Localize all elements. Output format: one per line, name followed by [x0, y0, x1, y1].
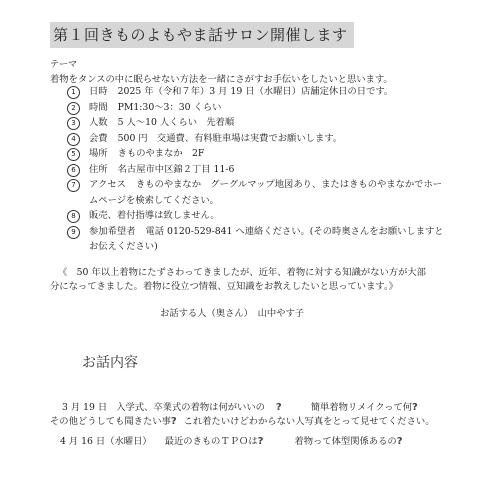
circled-number: 8	[67, 210, 80, 223]
circled-number: 7	[67, 179, 80, 192]
item-value: 5 人～10 人くらい 先着順	[117, 117, 235, 128]
circled-number: 5	[67, 148, 80, 161]
list-item	[67, 208, 447, 224]
item-label: 住所	[89, 163, 108, 175]
schedule-row	[50, 401, 450, 415]
circled-number: 3	[67, 117, 80, 130]
page-title: 第１回きものよもやま話サロン開催します	[50, 22, 354, 48]
schedule-topic: 簡単着物リメイクって何	[310, 402, 413, 413]
list-item	[67, 100, 447, 116]
schedule-topic: その他どうしても聞きたい事	[50, 416, 171, 427]
item-label: 場所	[89, 148, 108, 159]
circled-number: 2	[67, 102, 80, 115]
item-value: 2025 年（令和７年）3 月 19 日（水曜日）店舗定休日の日です。	[117, 86, 394, 97]
list-item	[67, 131, 447, 147]
speaker-signature: お話する人（奥さん） 山中やす子	[160, 308, 305, 319]
item-label: 日時	[89, 86, 108, 97]
schedule-row	[50, 435, 450, 449]
intro-text: 着物をタンスの中に眠らせない方法を一緒にさがすお手伝いをしたいと思います。	[50, 74, 393, 85]
question-icon: ?	[170, 416, 177, 427]
schedule-date: 3 月 19 日	[62, 402, 108, 413]
item-label: アクセス	[89, 179, 126, 190]
item-value: きものやまなか 2F	[117, 148, 205, 159]
circled-number: 1	[67, 86, 80, 99]
circled-number: 4	[67, 133, 80, 146]
note-line: 《 50 年以上着物にたずさわってきましたが、近年、着物に対する知識がない方が大部	[58, 267, 426, 278]
question-icon: ?	[412, 402, 418, 413]
talk-schedule	[50, 401, 450, 449]
item-value: 名古屋市中区錦２丁目 11-6	[117, 163, 235, 175]
item-value: 500 円 交通費、有料駐車場は実費でお願いします。	[117, 132, 343, 144]
list-item	[67, 224, 447, 255]
list-item	[67, 162, 447, 178]
item-value: 販売、着付指導は致しません。	[89, 210, 220, 221]
schedule-row	[50, 415, 450, 429]
note-paragraph	[50, 266, 440, 294]
list-item	[67, 177, 447, 208]
schedule-topic: 着物って体型関係あるの	[294, 436, 397, 447]
question-icon: ?	[396, 436, 403, 447]
item-label: 時間	[89, 101, 108, 113]
note-line: 分になってきました。着物に役立つ情報、豆知識をお教えしたいと思っています。》	[50, 281, 398, 292]
schedule-topic: 最近のきものＴＰＯは	[164, 436, 258, 447]
schedule-topic: 入学式、卒業式の着物は何がいいの	[116, 402, 265, 413]
details-list	[67, 84, 447, 255]
item-label: 参加希望者	[89, 225, 136, 237]
theme-label: テーマ	[50, 60, 78, 70]
circled-number: 9	[67, 226, 80, 239]
schedule-topic: これ着たいけどわからない人写真をとって見せてください。	[183, 416, 435, 427]
question-icon: ?	[275, 402, 282, 413]
item-value: PM1:30～3：30 くらい	[117, 101, 222, 113]
list-item	[67, 84, 447, 100]
question-icon: ?	[257, 436, 264, 447]
item-label: 会費	[89, 132, 108, 144]
item-value: 電話 0120-529-841 へ連絡ください。(その時奥さんをお願いしますとお伝えください)	[89, 225, 444, 252]
item-label: 人数	[89, 117, 108, 128]
circled-number: 6	[67, 164, 80, 177]
list-item	[67, 146, 447, 162]
item-value: きものやまなか グーグルマップ地図あり、またはきものやまなかでホームページを検索してください。	[89, 179, 443, 206]
section-heading: お話内容	[82, 355, 138, 371]
list-item	[67, 115, 447, 131]
schedule-date: 4 月 16 日（水曜日）	[60, 436, 152, 447]
